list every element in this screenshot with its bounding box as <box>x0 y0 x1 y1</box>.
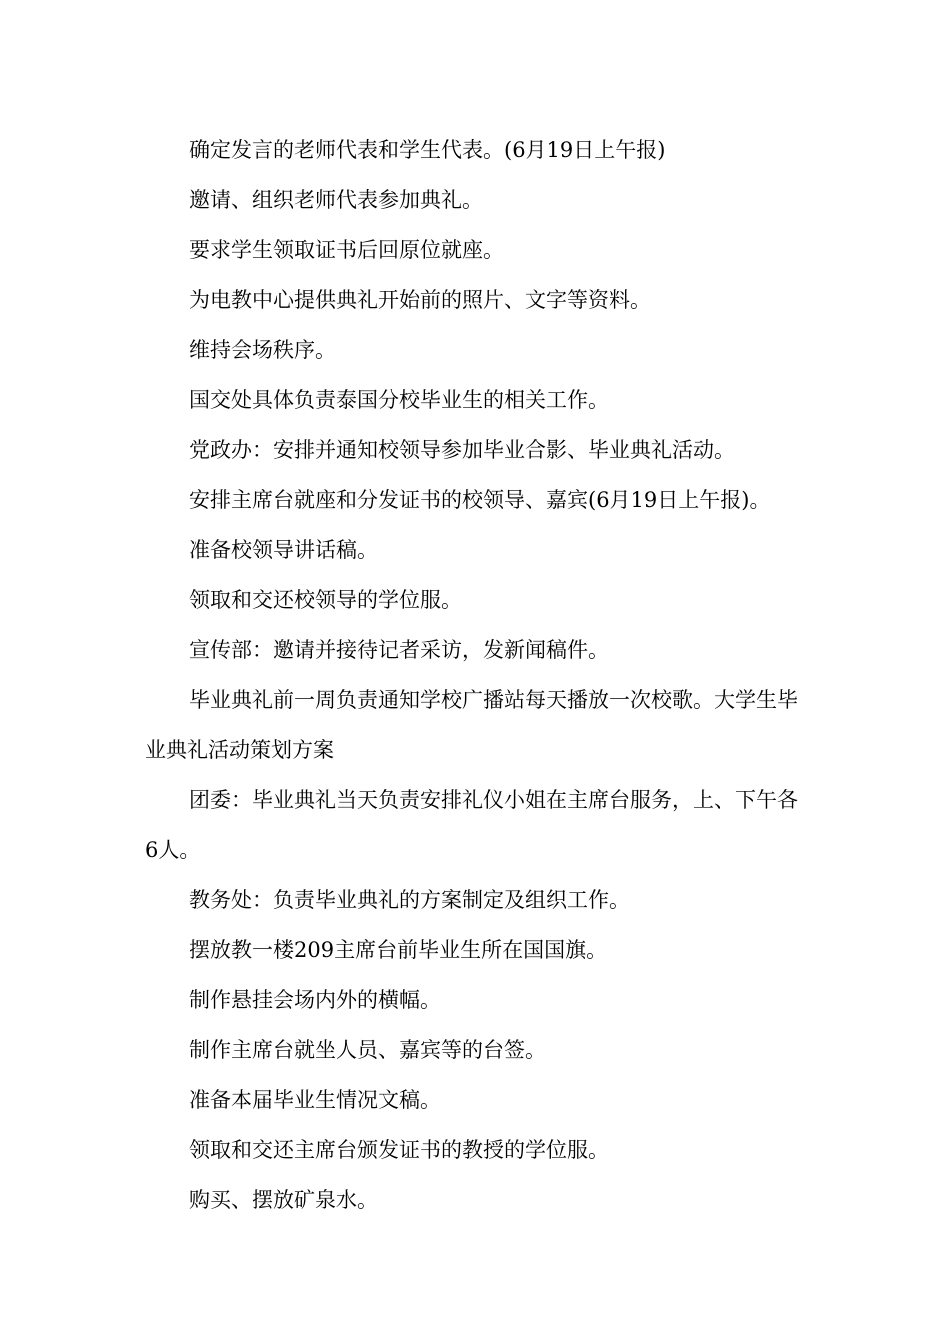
paragraph: 领取和交还校领导的学位服。 <box>189 588 462 612</box>
paragraph: 购买、摆放矿泉水。 <box>189 1188 378 1212</box>
paragraph: 安排主席台就座和分发证书的校领导、嘉宾(6月19日上午报)。 <box>189 488 771 512</box>
paragraph: 为电教中心提供典礼开始前的照片、文字等资料。 <box>189 288 651 312</box>
paragraph: 准备校领导讲话稿。 <box>189 538 378 562</box>
document-body <box>145 125 810 1225</box>
paragraph: 领取和交还主席台颁发证书的教授的学位服。 <box>189 1138 609 1162</box>
paragraph: 教务处：负责毕业典礼的方案制定及组织工作。 <box>189 888 630 912</box>
paragraph: 邀请、组织老师代表参加典礼。 <box>189 188 483 212</box>
paragraph: 制作主席台就坐人员、嘉宾等的台签。 <box>189 1038 546 1062</box>
paragraph: 团委：毕业典礼当天负责安排礼仪小姐在主席台服务，上、下午各6人。 <box>145 788 798 862</box>
paragraph: 党政办：安排并通知校领导参加毕业合影、毕业典礼活动。 <box>189 438 735 462</box>
paragraph: 国交处具体负责泰国分校毕业生的相关工作。 <box>189 388 609 412</box>
paragraph: 要求学生领取证书后回原位就座。 <box>189 238 504 262</box>
paragraph: 确定发言的老师代表和学生代表。(6月19日上午报) <box>189 138 666 162</box>
paragraph: 摆放教一楼209主席台前毕业生所在国国旗。 <box>189 938 608 962</box>
paragraph: 宣传部：邀请并接待记者采访，发新闻稿件。 <box>189 638 609 662</box>
paragraph: 准备本届毕业生情况文稿。 <box>189 1088 441 1112</box>
paragraph: 制作悬挂会场内外的横幅。 <box>189 988 441 1012</box>
paragraph: 维持会场秩序。 <box>189 338 336 362</box>
paragraph: 毕业典礼前一周负责通知学校广播站每天播放一次校歌。大学生毕业典礼活动策划方案 <box>145 688 798 762</box>
